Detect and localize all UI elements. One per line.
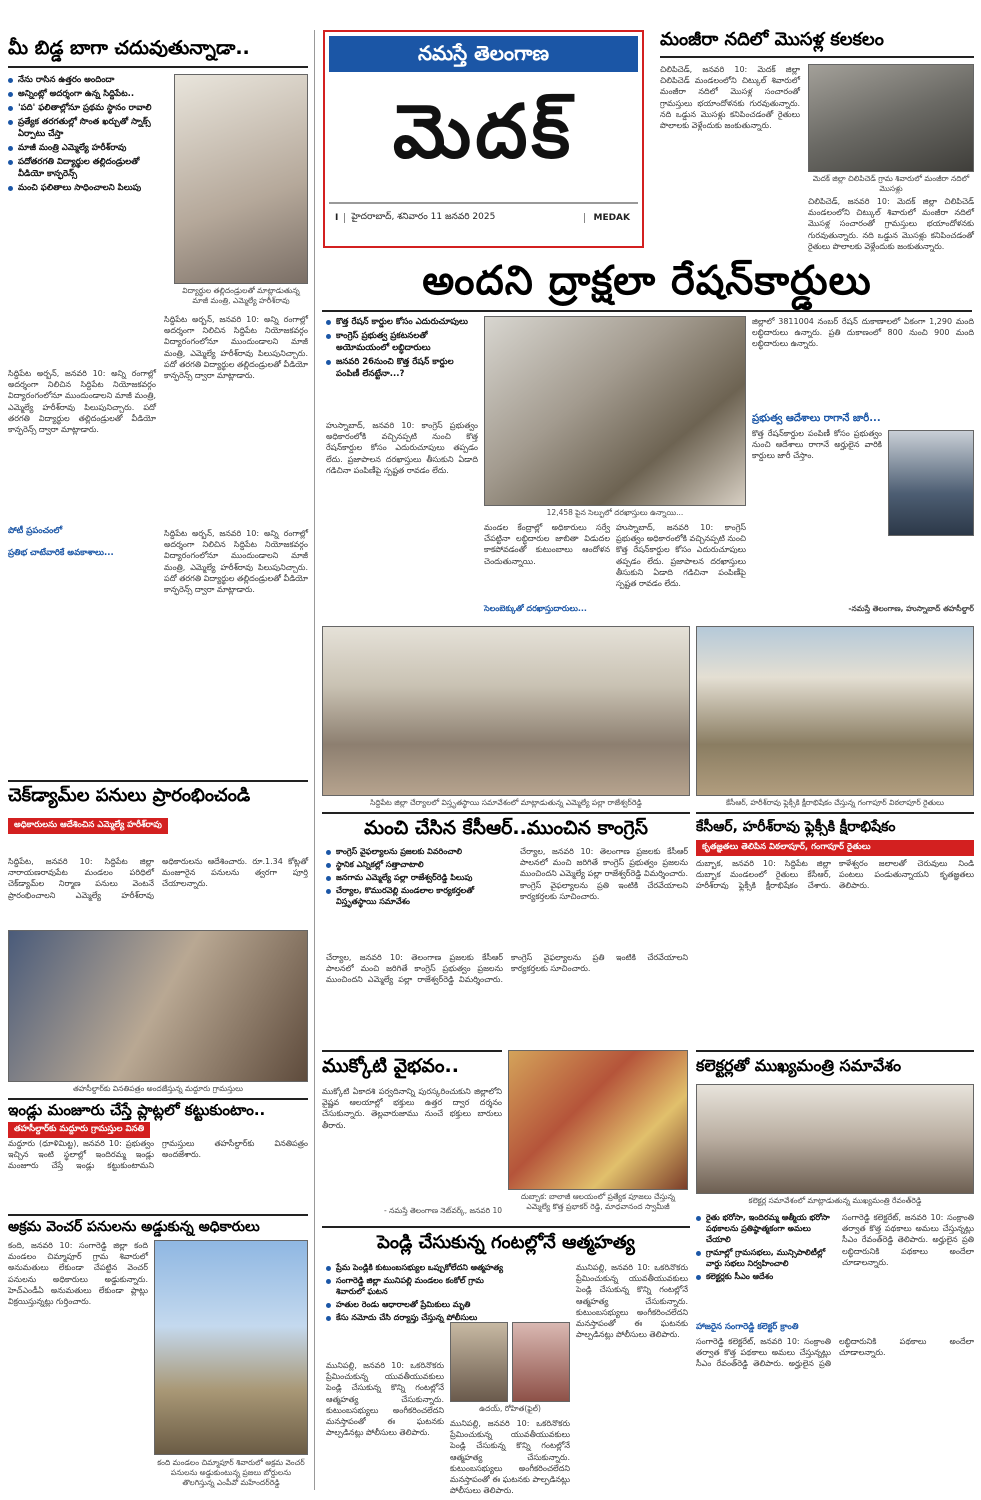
kcr-bullets [326,846,514,950]
manjira-story [660,29,974,251]
kcr-body-col-right: చేర్యాల, జనవరి 10: తెలంగాణ ప్రజలకు కేసీఆర్ పాలనలో మంచి జరిగితే కాంగ్రెస్ ప్రభుత్వం ప్రజలను ముంచిందని ఎమ్మెల్యే పల్లా రాజేశ్వర్‌రెడ్డి విమర్శించారు. కాంగ్రెస్ వైఫల్యాలను ప్రతి ఇంటికి చేరవేయాలని కార్యకర్తలకు సూచించారు. [520,847,688,901]
bullet-item: గ్రామాల్లో గ్రామసభలు, మున్సిపాలిటీల్లో వార్డు సభలు నిర్వహించాలి [696,1247,836,1269]
page-number: I [329,213,345,223]
kcr-body: చేర్యాల, జనవరి 10: తెలంగాణ ప్రజలకు కేసీఆర్ పాలనలో మంచి జరిగితే కాంగ్రెస్ ప్రభుత్వం ప్రజలను ముంచిందని ఎమ్మెల్యే పల్లా రాజేశ్వర్‌రెడ్డి విమర్శించారు. కాంగ్రెస్ వైఫల్యాలను ప్రతి ఇంటికి చేరవేయాలని కార్యకర్తలకు సూచించారు. [326,953,688,985]
wedding-body: మునిపల్లి, జనవరి 10: ఒకరినొకరు ప్రేమించుకున్న యువతీయువకులు పెండ్లి చేసుకున్న కొన్ని గంటల్లోనే ఆత్మహత్య చేసుకున్నారు. కుటుంబసభ్యులు అంగీకరించలేదని మనస్తాపంతో ఈ ఘటనకు పాల్పడినట్లు పోలీసులు తెలిపారు. [326,1361,444,1438]
crocodile-photo [808,64,974,172]
bullet-item: కేసు నమోదు చేసి దర్యాప్తు చేస్తున్న పోలీసులు [326,1312,504,1323]
ration-body-col3: హుస్నాబాద్, జనవరి 10: కాంగ్రెస్ ప్రభుత్వం అధికారంలోకి వచ్చినప్పటి నుంచి కొత్త రేషన్‌కార్డుల కోసం ఎదురుచూపులు తప్పడం లేదు. ప్రజాపాలన దరఖాస్తులు తీసుకుని ఏడాది గడిచినా పంపిణీపై స్పష్టత రావడం లేదు. [616,523,747,589]
manjira-photo-caption: మెదక్ జిల్లా చిలిపిచెడ్ గ్రామ శివారులో మంజీరా నదిలో మొసళ్లు [812,174,970,193]
ration-photo [484,316,746,506]
checkdam-story [8,780,308,850]
wedding-body-col3: మునిపల్లి, జనవరి 10: ఒకరినొకరు ప్రేమించుకున్న యువతీయువకులు పెండ్లి చేసుకున్న కొన్ని గంటల్లోనే ఆత్మహత్య చేసుకున్నారు. కుటుంబసభ్యులు అంగీకరించలేదని మనస్తాపంతో ఈ ఘటనకు పాల్పడినట్లు పోలీసులు తెలిపారు. [576,1263,688,1340]
harish-body-col2: సిద్దిపేట అర్బన్, జనవరి 10: అన్ని రంగాల్లో అదర్శంగా నిలిచిన సిద్దిపేట నియోజకవర్గం విద్యారంగంలోనూ ముందుండాలని మాజీ మంత్రి, ఎమ్మెల్యే హరీశ్‌రావు పిలుపునిచ్చారు. పదో తరగతి విద్యార్థుల తల్లిదండ్రులతో వీడియో కాన్ఫరెన్స్ ద్వారా మాట్లాడారు. [164,315,308,381]
dateline: హైదరాబాద్, శనివారం 11 జనవరి 2025 [351,212,496,222]
ration-right-subhead: ప్రభుత్వ ఆదేశాలు రాగానే జారీ... [752,413,881,424]
ration-byline: -నమస్తే తెలంగాణ, హుస్నాబాద్ తహసీల్దార్ [848,604,974,613]
bullet-item: మాజీ మంత్రి ఎమ్మెల్యే హరీశ్‌రావు [8,142,168,154]
bullet-item: కలెక్టర్లకు సీఎం ఆదేశం [696,1271,836,1282]
venture-photo-caption: కంది మండలం చిమ్మాపూర్ శివారులో అక్రమ వెంచర్ పనులను అడ్డుకుంటున్న ప్రజలు బోర్డులను తొలగిస్తున్న ఎంపీవో మహేందర్‌రెడ్డి [157,1458,305,1487]
masthead-dateline-bar [329,202,638,232]
wedding-body-col2: మునిపల్లి, జనవరి 10: ఒకరినొకరు ప్రేమించుకున్న యువతీయువకులు పెండ్లి చేసుకున్న కొన్ని గంటల్లోనే ఆత్మహత్య చేసుకున్నారు. కుటుంబసభ్యులు అంగీకరించలేదని మనస్తాపంతో ఈ ఘటనకు పాల్పడినట్లు పోలీసులు తెలిపారు. [450,1419,570,1496]
checkdam-headline: చెక్‌డ్యామ్‌ల పనులు ప్రారంభించండి [8,785,251,806]
bullet-item: నేను రాసిన ఉత్తరం అందిందా [8,74,168,86]
edition-code: MEDAK [584,213,638,223]
bullet-item: హతుల రెండు ఆధారాలతో ప్రేమికులు మృతి [326,1299,504,1310]
column-rule [314,30,315,1490]
milk-body: దుబ్బాక, జనవరి 10: సిద్దిపేట జిల్లా దుబ్బాక మండలంలో రైతులు కేసీఆర్, హరీశ్‌రావు ఫ్లెక్సీకి క్షీరాభిషేకం చేశారు. కాళేశ్వరం జలాలతో చెరువులు నిండి పంటలు పండుతున్నాయని కృతజ్ఞతలు తెలిపారు. [696,859,974,891]
bullet-item: ప్రేమ పెండ్లికి కుటుంబసభ్యుల ఒప్పుకోలేదని ఆత్మహత్య [326,1262,504,1273]
ration-body-col2: మండల కేంద్రాల్లో అధికారులు సర్వే చేపట్టినా లబ్ధిదారుల జాబితా విడుదల కాకపోవడంతో కుటుంబాలు ఆందోళన చెందుతున్నాయి. [484,523,610,566]
milk-kicker: కృతజ్ఞతలు తెలిపిన విఠలాపూర్, గంగాపూర్ రైతులు [696,840,974,856]
bullet-item: కొత్త రేషన్ కార్డుల కోసం ఎదురుచూపులు [326,316,478,328]
bullet-item: రైతు భరోసా, ఇందిరమ్మ ఆత్మీయ భరోసా పథకాలను ప్రతిష్ఠాత్మకంగా అమలు చేయాలి [696,1212,836,1245]
masthead [323,30,644,248]
bullet-item: జనగామ ఎమ్మెల్యే పల్లా రాజేశ్వర్‌రెడ్డి పిలుపు [326,872,514,883]
bullet-item: కాంగ్రెస్ ప్రభుత్వ ప్రకటనలతో అయోమయంలో లబ్ధిదారులు [326,330,478,354]
venture-photo [154,1240,308,1455]
masthead-edition: మెదక్ [392,89,575,175]
harish-body: సిద్దిపేట అర్బన్, జనవరి 10: అన్ని రంగాల్లో అదర్శంగా నిలిచిన సిద్దిపేట నియోజకవర్గం విద్యారంగంలోనూ ముందుండాలని మాజీ మంత్రి, ఎమ్మెల్యే హరీశ్‌రావు పిలుపునిచ్చారు. పదో తరగతి విద్యార్థుల తల్లిదండ్రులతో వీడియో కాన్ఫరెన్స్ ద్వారా మాట్లాడారు. [8,369,156,435]
collectors-meeting-photo [696,1084,974,1194]
bullet-item: జనవరి 26నుంచి కొత్త రేషన్ కార్డుల పంపిణీ లేనట్టేనా...? [326,356,478,380]
manjira-body-col2: చిలిపిచెడ్, జనవరి 10: మెదక్ జిల్లా చిలిపిచెడ్ మండలంలోని చిట్కుల్ శివారులో మంజీరా నదిలో మొసళ్ల సంచారంతో గ్రామస్తులు భయాందోళనకు గురవుతున్నారు. నది ఒడ్డున మొసళ్లు కనిపించడంతో రైతులు పొలాలకు వెళ్లేందుకు జంకుతున్నారు. [808,197,974,251]
wedding-photo-caption: ఉదయ్, రోహిత(ఫైల్) [479,1404,541,1413]
mukkoti-photo-caption: దుబ్బాక: బాలాజీ ఆలయంలో ప్రత్యేక పూజలు చేస్తున్న ఎమ్మెల్యే కొత్త ప్రభాకర్ రెడ్డి, మాధవానంద స్వామీజీ [520,1192,676,1211]
masthead-paper-name: నమస్తే తెలంగాణ [329,36,638,72]
wedding-headline: పెండ్లి చేసుకున్న గంటల్లోనే ఆత్మహత్య [322,1226,690,1258]
harish-subhead: పోటీ ప్రపంచంలో [8,526,63,536]
venture-headline: అక్రమ వెంచర్ పనులను అడ్డుకున్న అధికారులు [8,1214,308,1236]
milk-headline: కేసీఆర్, హరీశ్‌రావు ఫ్లెక్సీకి క్షీరాభిషేకం [696,812,974,838]
house-photo-caption: తహసీల్దార్‌కు వినతిపత్రం అందజేస్తున్న మద్దూరు గ్రామస్తులు [73,1084,243,1093]
mukkoti-body: ముక్కోటి ఏకాదశి పర్వదినాన్ని పురస్కరించుకుని జిల్లాలోని వైష్ణవ ఆలయాల్లో భక్తులు ఉత్తర ద్వార దర్శనం చేసుకున్నారు. తెల్లవారుజాము నుంచే భక్తులు బారులు తీరారు. [322,1087,502,1130]
bullet-item: కాంగ్రెస్ వైఫల్యాలను ప్రజలకు వివరించాలి [326,846,514,857]
ration-photo-caption: 12,458 పైన సెల్ఫులో దరఖాస్తులు ఉన్నాయి... [546,508,684,517]
bullet-item: ప్రత్యేక తరగతుల్లో సొంత ఖర్చుతో స్నాక్స్ ఏర్పాటు చేస్తా [8,116,168,140]
ration-subhead: సెలంబెక్కుతో దరఖాస్తుదారులు... [484,604,587,613]
ration-bullets [326,316,478,416]
manjira-headline: మంజీరా నదిలో మొసళ్ల కలకలం [660,30,974,58]
kcr-photo-caption-2: కేసీఆర్, హరీశ్‌రావు ఫ్లెక్సీకి క్షీరాభిషేకం చేస్తున్న గంగాపూర్ విఠలాపూర్ రైతులు [726,798,944,807]
harish-photo [174,74,308,284]
harish-story [8,38,308,773]
mukkoti-credit: - నమస్తే తెలంగాణ నెట్‌వర్క్, జనవరి 10 [384,1206,502,1215]
bullet-item: సంగారెడ్డి జిల్లా మునిపల్లి మండలం కంకోల్ గ్రామ శివారులో ఘటన [326,1275,504,1297]
bullet-item: మంచి ఫలితాలు సాధించాలని పిలుపు [8,182,168,194]
checkdam-kicker: అధికారులను ఆదేశించిన ఎమ్మెల్యే హరీశ్‌రావు [8,818,168,834]
collectors-subhead: హాజరైన సంగారెడ్డి కలెక్టర్ క్రాంతి [696,1322,799,1332]
bullet-item: పదోతరగతి విద్యార్థుల తల్లిదండ్రులతో వీడియో కాన్ఫరెన్స్ [8,156,168,180]
house-kicker: తహసీల్దార్‌కు మద్దూరు గ్రామస్తుల వినతి [8,1122,150,1138]
bride-photo [512,1322,570,1402]
bullet-item: చేర్యాల, కొమురవెల్లి మండలాల కార్యకర్తలతో విస్తృతస్థాయి సమావేశం [326,885,514,907]
kcr-headline: మంచి చేసిన కేసీఆర్..ముంచిన కాంగ్రెస్ [322,812,690,842]
ration-right-body2: కొత్త రేషన్‌కార్డుల పంపిణీ కోసం ప్రభుత్వం నుంచి ఆదేశాలు రాగానే అర్హులైన వారికి కార్డులు జారీ చేస్తాం. [752,429,882,461]
collectors-body-side: సంగారెడ్డి కలెక్టరేట్, జనవరి 10: సంక్రాంతి తర్వాత కొత్త పథకాలు అమలు చేస్తున్నట్లు సీఎం రేవంత్‌రెడ్డి తెలిపారు. అర్హులైన ప్రతి లబ్ధిదారునికి పథకాలు అందేలా చూడాలన్నారు. [842,1213,974,1267]
house-headline: ఇండ్లు మంజూరు చేస్తే ప్లాట్లలో కట్టుకుంటాం.. [8,1098,308,1120]
house-body: మద్దూరు (ధూళిమిట్ట), జనవరి 10: ప్రభుత్వం ఇచ్చిన ఇంటి స్థలాల్లో ఇందిరమ్మ ఇండ్లు మంజూరు చేస్తే ఇండ్లు కట్టుకుంటామని గ్రామస్తులు తహసీల్దార్‌కు వినతిపత్రం అందజేశారు. [8,1139,308,1171]
temple-photo [508,1050,688,1190]
collectors-bullets [696,1212,836,1318]
kcr-photo-caption-1: సిద్దిపేట జిల్లా చేర్యాలలో విస్తృతస్థాయి సమావేశంలో మాట్లాడుతున్న ఎమ్మెల్యే పల్లా రాజేశ్వర్‌రెడ్డి [370,798,642,807]
groom-photo [450,1322,508,1402]
main-headline: అందని ద్రాక్షలా రేషన్‌కార్డులు [422,258,872,304]
collectors-photo-caption: కలెక్టర్ల సమావేశంలో మాట్లాడుతున్న ముఖ్యమంత్రి రేవంత్‌రెడ్డి [748,1196,922,1205]
milk-abhishekam-photo [696,626,974,796]
checkdam-body: సిద్దిపేట, జనవరి 10: సిద్దిపేట జిల్లా నారాయణరావుపేట మండలం పరిధిలో చెక్‌డ్యామ్‌ల నిర్మాణ పనులు వెంటనే ప్రారంభించాలని ఎమ్మెల్యే హరీశ్‌రావు అధికారులను ఆదేశించారు. రూ.1.34 కోట్లతో మంజూరైన పనులను త్వరగా పూర్తి చేయాలన్నారు. [8,857,308,900]
manjira-body: చిలిపిచెడ్, జనవరి 10: మెదక్ జిల్లా చిలిపిచెడ్ మండలంలోని చిట్కుల్ శివారులో మంజీరా నదిలో మొసళ్ల సంచారంతో గ్రామస్తులు భయాందోళనకు గురవుతున్నారు. నది ఒడ్డున మొసళ్లు కనిపించడంతో రైతులు పొలాలకు వెళ్లేందుకు జంకుతున్నారు. [660,65,800,131]
chreyal-meeting-photo [322,626,690,796]
harish-body-col2b: సిద్దిపేట అర్బన్, జనవరి 10: అన్ని రంగాల్లో అదర్శంగా నిలిచిన సిద్దిపేట నియోజకవర్గం విద్యారంగంలోనూ ముందుండాలని మాజీ మంత్రి, ఎమ్మెల్యే హరీశ్‌రావు పిలుపునిచ్చారు. పదో తరగతి విద్యార్థుల తల్లిదండ్రులతో వీడియో కాన్ఫరెన్స్ ద్వారా మాట్లాడారు. [164,529,308,595]
bullet-item: 'పది' ఫలితాల్లోనూ ప్రథమ స్థానం రావాలి [8,102,168,114]
collectors-body: సంగారెడ్డి కలెక్టరేట్, జనవరి 10: సంక్రాంతి తర్వాత కొత్త పథకాలు అమలు చేస్తున్నట్లు సీఎం రేవంత్‌రెడ్డి తెలిపారు. అర్హులైన ప్రతి లబ్ధిదారునికి పథకాలు అందేలా చూడాలన్నారు. [696,1337,974,1369]
harish-subhead-2: ప్రతిభ చాటేవారికే అవకాశాలు... [8,548,114,558]
bullet-item: అన్నింట్లో అదర్శంగా ఉన్న సిద్దిపేట.. [8,88,168,100]
harish-headline: మీ బిడ్డ బాగా చదువుతున్నాడా.. [8,38,308,68]
bullet-item: స్థానిక ఎన్నికల్లో సత్తాచాటాలి [326,859,514,870]
ration-right-body: జిల్లాలో 3811004 నంబర్ రేషన్ దుకాణాలలో ఏకంగా 1,290 మంది లబ్ధిదారులు ఉన్నారు. ప్రతి దుకాణంలో 800 నుంచి 900 మంది లబ్ధిదారులు ఉన్నారు. [752,317,974,349]
house-photo [8,930,308,1082]
collectors-headline: కలెక్టర్లతో ముఖ్యమంత్రి సమావేశం [696,1050,974,1080]
main-headline-rule [322,310,972,312]
venture-body: కంది, జనవరి 10: సంగారెడ్డి జిల్లా కంది మండలం చిమ్మాపూర్ గ్రామ శివారులో అనుమతులు లేకుండా చేపట్టిన వెంచర్ పనులను అధికారులు అడ్డుకున్నారు. హెచ్ఎండీఏ అనుమతులు లేకుండా ప్లాట్లు విక్రయిస్తున్నట్లు గుర్తించారు. [8,1241,148,1307]
mukkoti-headline: ముక్కోటి వైభవం.. [322,1050,502,1082]
ration-body: హుస్నాబాద్, జనవరి 10: కాంగ్రెస్ ప్రభుత్వం అధికారంలోకి వచ్చినప్పటి నుంచి కొత్త రేషన్‌కార్డుల కోసం ఎదురుచూపులు తప్పడం లేదు. ప్రజాపాలన దరఖాస్తులు తీసుకుని ఏడాది గడిచినా పంపిణీపై స్పష్టత రావడం లేదు. [326,421,478,475]
harish-photo-caption: విద్యార్థుల తల్లిదండ్రులతో మాట్లాడుతున్న మాజీ మంత్రి, ఎమ్మెల్యే హరీశ్‌రావు [182,286,300,305]
harish-bullets [8,74,168,364]
tahsildar-photo [888,430,974,536]
